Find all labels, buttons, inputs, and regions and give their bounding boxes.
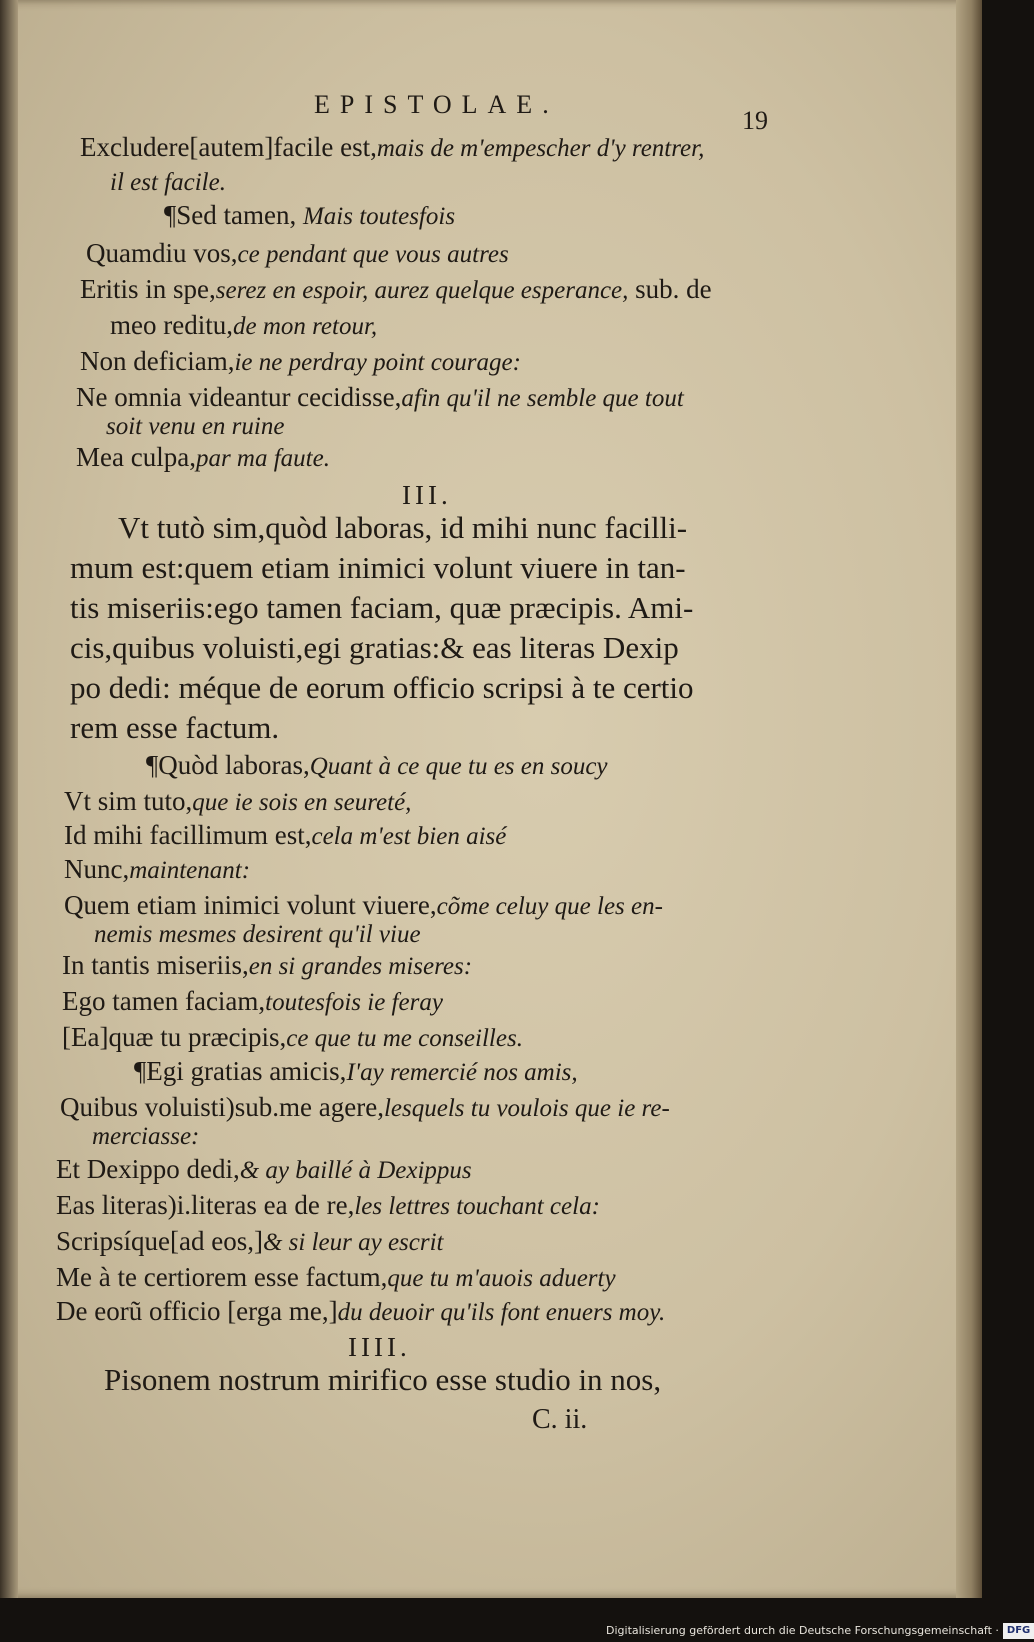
gloss-line xyxy=(56,1298,665,1325)
gloss-line xyxy=(80,134,704,161)
gloss-line xyxy=(62,1024,523,1051)
paragraph-mark: ¶ xyxy=(146,750,159,780)
french-gloss: Mais toutesfois xyxy=(302,203,456,230)
latin-text: Scripsíque[ad eos,] xyxy=(56,1226,263,1256)
latin-text: sub. de xyxy=(628,274,712,304)
gloss-line xyxy=(56,1156,472,1183)
french-gloss: cela m'est bien aisé xyxy=(311,823,507,850)
french-gloss: il est facile. xyxy=(110,169,226,196)
gloss-line xyxy=(134,1058,578,1085)
paragraph-line: Pisonem nostrum mirifico esse studio in nos, xyxy=(104,1362,662,1397)
gloss-line xyxy=(64,788,411,815)
paragraph-mark: ¶ xyxy=(134,1056,147,1086)
paragraph-line: cis,quibus voluisti,egi gratias:& eas literas Dexip xyxy=(70,630,679,665)
french-gloss: soit venu en ruine xyxy=(106,413,285,440)
latin-text: De eorũ officio [erga me,] xyxy=(56,1296,338,1326)
french-gloss: merciasse: xyxy=(92,1123,200,1150)
gloss-line xyxy=(94,920,421,947)
latin-text: Egi gratias amicis, xyxy=(146,1056,347,1086)
latin-text: Ego tamen faciam, xyxy=(62,986,266,1016)
gloss-line xyxy=(64,856,250,883)
latin-text: Eritis in spe, xyxy=(80,274,216,304)
french-gloss: I'ay remercié nos amis, xyxy=(346,1059,578,1086)
running-head: EPISTOLAE. xyxy=(314,90,559,119)
gloss-line xyxy=(110,168,226,195)
latin-text: Quamdiu vos, xyxy=(86,238,238,268)
gloss-line xyxy=(92,1122,199,1149)
french-gloss: afin qu'il ne semble que tout xyxy=(401,385,684,412)
french-gloss: maintenant: xyxy=(129,857,251,884)
gloss-line xyxy=(56,1192,600,1219)
footer-text: Digitalisierung gefördert durch die Deutsche Forschungsgemeinschaft · xyxy=(606,1624,999,1637)
french-gloss: nemis mesmes desirent qu'il viue xyxy=(94,921,421,948)
french-gloss: toutesfois ie feray xyxy=(265,989,443,1016)
paragraph-line: mum est:quem etiam inimici volunt viuere in tan- xyxy=(70,550,686,585)
french-gloss: du deuoir qu'ils font enuers moy. xyxy=(337,1299,666,1326)
french-gloss: les lettres touchant cela: xyxy=(354,1193,600,1220)
french-gloss: & si leur ay escrit xyxy=(262,1229,444,1256)
gloss-line xyxy=(64,822,506,849)
latin-text: Sed tamen, xyxy=(176,200,303,230)
french-gloss: lesquels tu voulois que ie re- xyxy=(383,1095,670,1122)
latin-text: Quòd laboras, xyxy=(158,750,310,780)
gloss-line xyxy=(64,892,663,919)
gloss-line xyxy=(86,240,509,267)
latin-text: Nunc, xyxy=(64,854,130,884)
french-gloss: ie ne perdray point courage: xyxy=(234,349,521,376)
section-numeral: III. xyxy=(402,480,452,510)
french-gloss: Quant à ce que tu es en soucy xyxy=(309,753,608,780)
paragraph-line: rem esse factum. xyxy=(70,710,280,745)
gloss-line xyxy=(62,952,472,979)
section-numeral: IIII. xyxy=(348,1332,411,1362)
paragraph-line: Vt tutò sim,quòd laboras, id mihi nunc facilli- xyxy=(118,510,688,545)
french-gloss: de mon retour, xyxy=(232,313,378,340)
latin-text: Eas literas)i.literas ea de re, xyxy=(56,1190,355,1220)
latin-text: Me à te certiorem esse factum, xyxy=(56,1262,388,1292)
latin-text: Excludere[autem]facile est, xyxy=(80,132,377,162)
french-gloss: serez en espoir, aurez quelque esperance, xyxy=(215,277,629,304)
dfg-logo: DFG xyxy=(1003,1623,1034,1639)
gloss-line xyxy=(62,988,443,1015)
paragraph-line: tis miseriis:ego tamen faciam, quæ præcipis. Ami- xyxy=(70,590,694,625)
gloss-line xyxy=(106,412,284,439)
latin-text: Quem etiam inimici volunt viuere, xyxy=(64,890,437,920)
latin-text: Et Dexippo dedi, xyxy=(56,1154,240,1184)
latin-text: Quibus voluisti)sub.me agere, xyxy=(60,1092,384,1122)
paragraph-mark: ¶ xyxy=(164,200,177,230)
french-gloss: en si grandes miseres: xyxy=(248,953,473,980)
french-gloss: ce pendant que vous autres xyxy=(237,241,509,268)
gloss-line xyxy=(146,752,608,779)
footer-credit xyxy=(606,1620,1031,1642)
french-gloss: ce que tu me conseilles. xyxy=(286,1025,523,1052)
signature-mark: C. ii. xyxy=(532,1404,588,1435)
gloss-line xyxy=(110,312,377,339)
gloss-line xyxy=(60,1094,670,1121)
french-gloss: que tu m'auois aduerty xyxy=(387,1265,616,1292)
latin-text: meo reditu, xyxy=(110,310,233,340)
gloss-line xyxy=(76,384,684,411)
gloss-line xyxy=(164,202,455,229)
french-gloss: par ma faute. xyxy=(195,445,330,472)
gloss-line xyxy=(56,1264,616,1291)
french-gloss: que ie sois en seureté, xyxy=(192,789,412,816)
gloss-line xyxy=(76,444,330,471)
gloss-line xyxy=(56,1228,443,1255)
latin-text: Mea culpa, xyxy=(76,442,196,472)
latin-text: Ne omnia videantur cecidisse, xyxy=(76,382,402,412)
french-gloss: cõme celuy que les en- xyxy=(436,893,663,920)
paragraph-line: po dedi: méque de eorum officio scripsi à te certio xyxy=(70,670,694,705)
french-gloss: & ay baillé à Dexippus xyxy=(239,1157,472,1184)
french-gloss: mais de m'empescher d'y rentrer, xyxy=(376,135,705,162)
latin-text: Non deficiam, xyxy=(80,346,235,376)
gloss-line xyxy=(80,276,712,303)
latin-text: Vt sim tuto, xyxy=(64,786,193,816)
latin-text: [Ea]quæ tu præcipis, xyxy=(62,1022,287,1052)
page-number: 19 xyxy=(742,106,768,135)
latin-text: In tantis miseriis, xyxy=(62,950,249,980)
gloss-line xyxy=(80,348,521,375)
latin-text: Id mihi facillimum est, xyxy=(64,820,312,850)
